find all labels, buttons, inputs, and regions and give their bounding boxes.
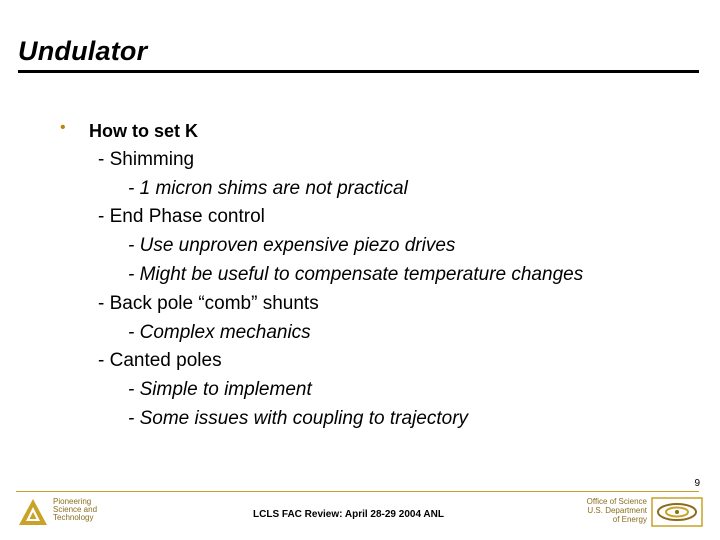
slide-title: Undulator [18,36,148,66]
footer-rule [16,491,699,492]
list-item: - Back pole “comb” shunts [98,293,319,314]
list-item: - End Phase control [98,206,265,227]
doe-office-of-science-logo-icon [651,497,703,527]
list-item: - Shimming [98,149,195,170]
bullet-heading: How to set K [89,121,199,141]
footer-center-text: LCLS FAC Review: April 28-29 2004 ANL [253,509,444,520]
argonne-logo-icon [18,498,48,526]
list-item: - Simple to implement [128,379,312,400]
list-item: - Complex mechanics [128,322,311,343]
left-footer-text: Pioneering Science and Technology [53,497,98,522]
bullet-dot-icon: • [60,119,66,136]
list-item: - Canted poles [98,350,222,371]
title-rule [18,70,699,73]
list-item: - Might be useful to compensate temperature changes [128,264,584,285]
list-item: - Use unproven expensive piezo drives [128,235,456,256]
list-item: - Some issues with coupling to trajectory [128,408,469,429]
list-item: - 1 micron shims are not practical [128,178,408,199]
page-number: 9 [694,478,700,489]
right-footer-text: Office of Science U.S. Department of Energy [586,497,647,524]
